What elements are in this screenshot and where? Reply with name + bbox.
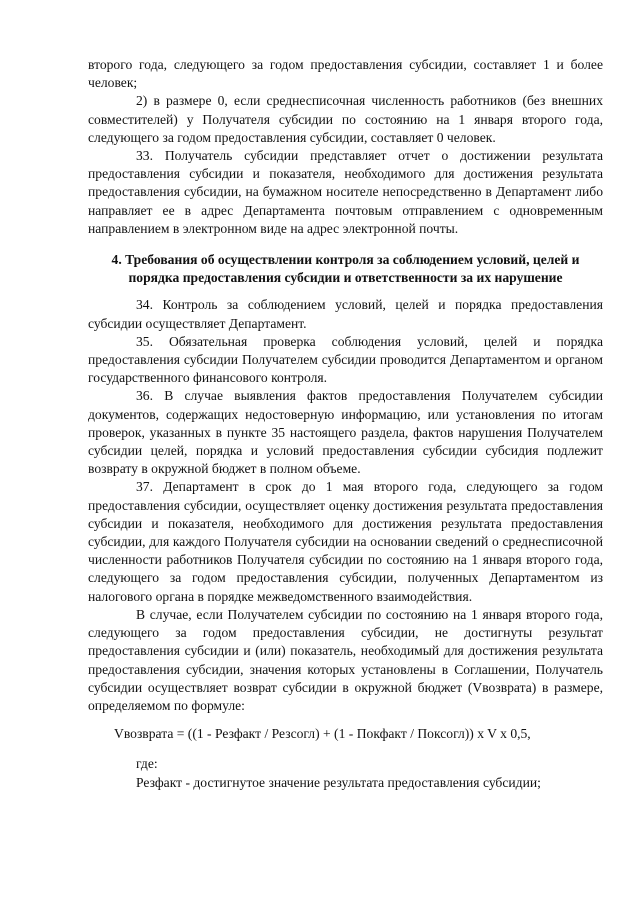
return-formula: Vвозврата = ((1 - Резфакт / Резсогл) + (1 - Покфакт / Поксогл)) x V x 0,5, — [114, 726, 531, 742]
paragraph-item-2: 2) в размере 0, если среднесписочная численность работников (без внешних совместителей) у Получателя субсидии по состоянию на 1 января второго года, следующего за годом предоставления субсидии, составляет 0 человек. — [88, 93, 603, 145]
paragraph-continuation: второго года, следующего за годом предоставления субсидии, составляет 1 и более человек; — [88, 57, 603, 91]
paragraph-return-case: В случае, если Получателем субсидии по состоянию на 1 января второго года, следующего за годом предоставления субсидии, не достигнуты результат предоставления субсидии и (или) показатель, необходимый для достижения результата предоставления субсидии, значения которых установлены в Соглашении, Получатель субсидии осуществляет возврат субсидии в окружной бюджет (Vвозврата) в размере, определяемом по формуле: — [88, 606, 603, 713]
paragraph-34: 34. Контроль за соблюдением условий, целей и порядка предоставления субсидии осуществляет Департамент. — [88, 297, 603, 331]
document-page — [88, 56, 603, 792]
definition-rezfakt: Резфакт - достигнутое значение результата предоставления субсидии; — [136, 774, 541, 790]
paragraph-36: 36. В случае выявления фактов предоставления Получателем субсидии документов, содержащих недостоверную информацию, или установления по итогам проверок, указанных в пункте 35 настоящего раздела, фактов нарушения Получателем субсидии целей, порядка и условий предоставления субсидии субсидия подлежит возврату в окружной бюджет в полном объеме. — [88, 388, 603, 477]
section-heading: 4. Требования об осуществлении контроля за соблюдением условий, целей и порядка предоставления субсидии и ответственности за их нарушение — [111, 252, 580, 286]
paragraph-35: 35. Обязательная проверка соблюдения условий, целей и порядка предоставления субсидии Получателем субсидии проводится Департаментом и органом государственного финансового контроля. — [88, 333, 603, 386]
where-label: где: — [136, 756, 158, 772]
paragraph-37: 37. Департамент в срок до 1 мая второго года, следующего за годом предоставления субсидии, осуществляет оценку достижения результата предоставления субсидии и показателя, необходимого для достижения результата предоставления субсидии, для каждого Получателя субсидии на основании сведений о среднесписочной численности работников Получателя субсидии по состоянию на 1 января второго года, следующего за годом предоставления субсидии, полученных Департаментом из налогового органа в порядке межведомственного взаимодействия. — [88, 479, 603, 604]
paragraph-33: 33. Получатель субсидии представляет отчет о достижении результата предоставления субсидии и показателя, необходимого для достижения результата предоставления субсидии, на бумажном носителе непосредственно в Департамент либо направляет ее в адрес Департамента почтовым отправлением с одновременным направлением в электронном виде на адрес электронной почты. — [88, 148, 603, 236]
